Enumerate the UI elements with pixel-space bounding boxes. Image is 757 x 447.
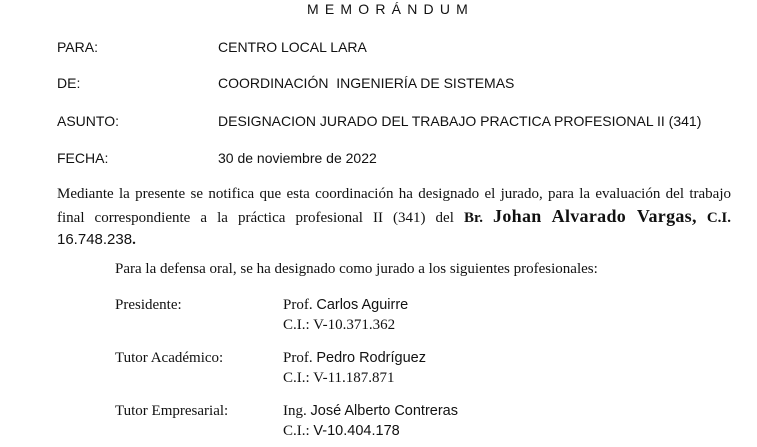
body-text: Mediante la presente se notifica que esta coordinación ha designado el jurado, para la evaluación del trabajo final correspondiente a la práctica profesional II (341) del: [57, 186, 731, 226]
jury-ci-line: [283, 421, 458, 441]
body-end-period: .: [132, 232, 136, 248]
jury-role: Presidente:: [115, 297, 182, 313]
jury-role: Tutor Empresarial:: [115, 403, 229, 419]
student-name: Johan Alvarado Vargas,: [493, 205, 697, 226]
jury-name: Carlos Aguirre: [316, 297, 409, 313]
jury-role: Tutor Académico:: [115, 350, 224, 366]
student-ci-label: C.I.: [706, 209, 731, 226]
jury-intro: Para la defensa oral, se ha designado como jurado a los siguientes profesionales:: [115, 261, 598, 277]
jury-name: José Alberto Contreras: [310, 403, 458, 419]
student-ci-number: 16.748.238: [57, 231, 133, 248]
header-label-fecha: FECHA:: [57, 150, 109, 166]
jury-info: [283, 401, 458, 441]
header-value-asunto: DESIGNACION JURADO DEL TRABAJO PRACTICA PROFESIONAL II (341): [218, 113, 702, 129]
jury-info: [283, 295, 408, 335]
jury-title: Prof.: [283, 297, 313, 313]
jury-ci: V-10.404.178: [313, 423, 400, 439]
jury-ci-label: C.I.:: [283, 370, 310, 386]
header-value-para: CENTRO LOCAL LARA: [218, 39, 367, 55]
jury-ci-line: [283, 315, 408, 335]
jury-name-line: [283, 295, 408, 315]
header-label-asunto: ASUNTO:: [57, 113, 119, 129]
jury-name-line: [283, 401, 458, 421]
jury-title: Ing.: [283, 403, 307, 419]
jury-ci-label: C.I.:: [283, 317, 310, 333]
header-label-para: PARA:: [57, 39, 98, 55]
jury-ci-line: [283, 368, 426, 388]
jury-ci: V-10.371.362: [313, 317, 396, 333]
jury-name-line: [283, 348, 426, 368]
jury-name: Pedro Rodríguez: [316, 350, 426, 366]
header-value-de: COORDINACIÓN INGENIERÍA DE SISTEMAS: [218, 75, 515, 91]
jury-ci-label: C.I.:: [283, 423, 310, 439]
jury-info: [283, 348, 426, 388]
jury-ci: V-11.187.871: [313, 370, 395, 386]
body-paragraph: [57, 184, 731, 252]
student-title: Br.: [463, 209, 483, 226]
jury-title: Prof.: [283, 350, 313, 366]
header-label-de: DE:: [57, 75, 81, 91]
header-value-fecha: 30 de noviembre de 2022: [218, 150, 377, 166]
memo-title: MEMORÁNDUM: [307, 1, 474, 17]
